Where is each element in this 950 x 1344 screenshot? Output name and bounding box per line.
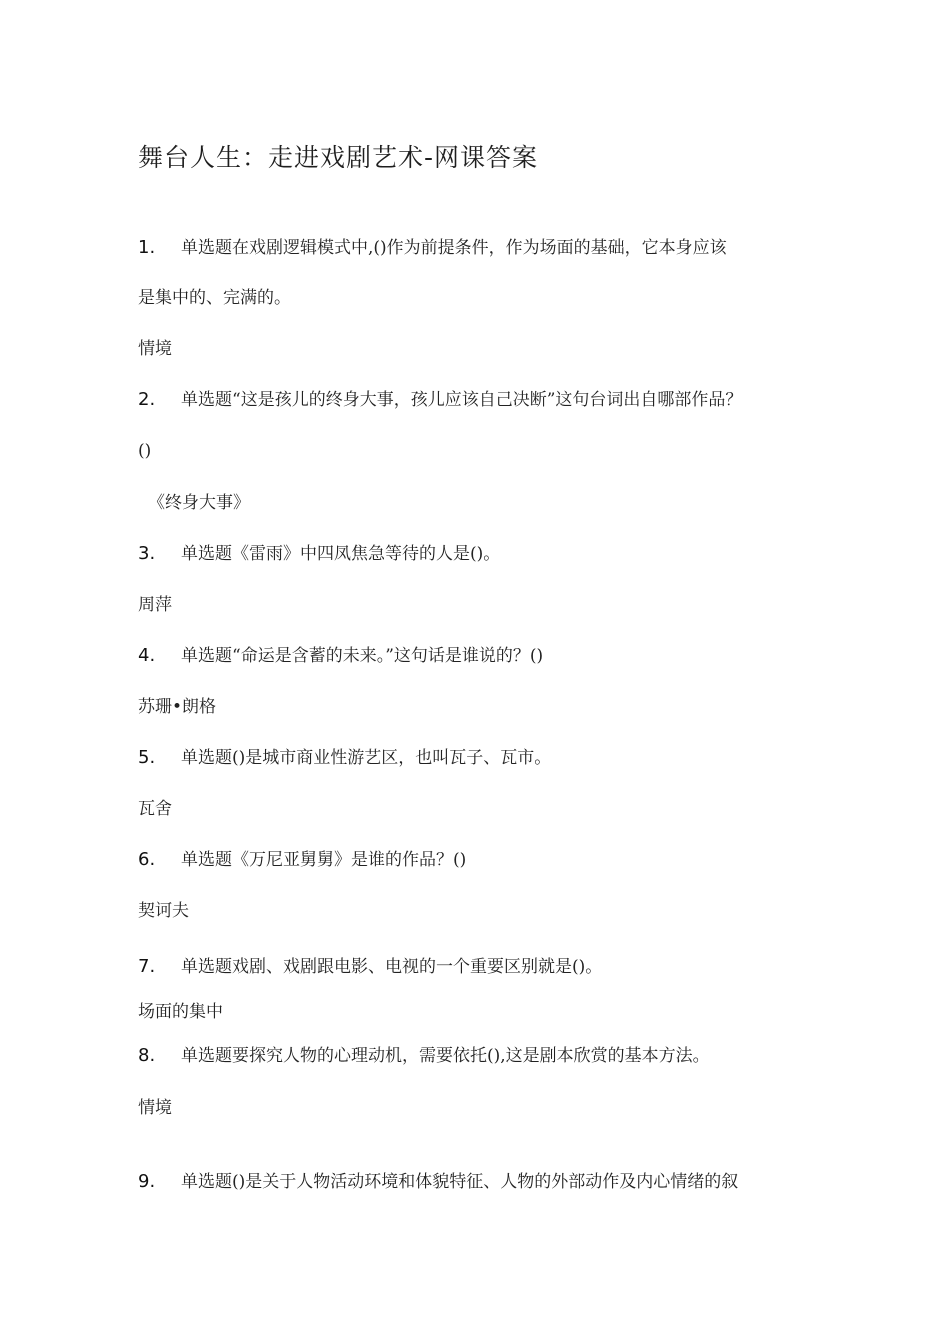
question-number: 6.: [138, 849, 156, 870]
question-text: 单选题在戏剧逻辑模式中,()作为前提条件，作为场面的基础，它本身应该: [181, 238, 727, 258]
answer-text: 情境: [138, 1098, 172, 1118]
question-number: 7.: [138, 956, 156, 977]
question-number: 4.: [138, 645, 156, 666]
question-number: 5.: [138, 747, 156, 768]
answer-text: 苏珊•朗格: [138, 697, 217, 717]
question-text: 单选题()是城市商业性游艺区，也叫瓦子、瓦市。: [181, 748, 552, 768]
answer-text: 周萍: [138, 595, 172, 615]
question-text: 单选题《雷雨》中四凤焦急等待的人是()。: [181, 544, 501, 564]
document-title: 舞台人生：走进戏剧艺术-网课答案: [138, 143, 539, 172]
question-number: 8.: [138, 1045, 156, 1066]
answer-text: 情境: [138, 339, 172, 359]
question-number: 2.: [138, 389, 156, 410]
question-number: 9.: [138, 1171, 156, 1192]
question-text: 单选题()是关于人物活动环境和体貌特征、人物的外部动作及内心情绪的叙: [181, 1172, 739, 1192]
answer-text: 契诃夫: [138, 901, 189, 921]
question-text: 单选题“命运是含蓄的未来。”这句话是谁说的？(): [181, 646, 544, 666]
question-text-continued: (): [138, 441, 152, 461]
question-text: 单选题《万尼亚舅舅》是谁的作品？(): [181, 850, 467, 870]
question-text: 单选题“这是孩儿的终身大事，孩儿应该自己决断”这句台词出自哪部作品？: [181, 390, 743, 410]
question-text-continued: 是集中的、完满的。: [138, 288, 291, 308]
question-text: 单选题要探究人物的心理动机，需要依托(),这是剧本欣赏的基本方法。: [181, 1046, 710, 1066]
question-number: 1.: [138, 237, 156, 258]
answer-text: 《终身大事》: [148, 493, 250, 513]
answer-text: 瓦舍: [138, 799, 172, 819]
question-number: 3.: [138, 543, 156, 564]
question-text: 单选题戏剧、戏剧跟电影、电视的一个重要区别就是()。: [181, 957, 603, 977]
answer-text: 场面的集中: [138, 1002, 223, 1022]
